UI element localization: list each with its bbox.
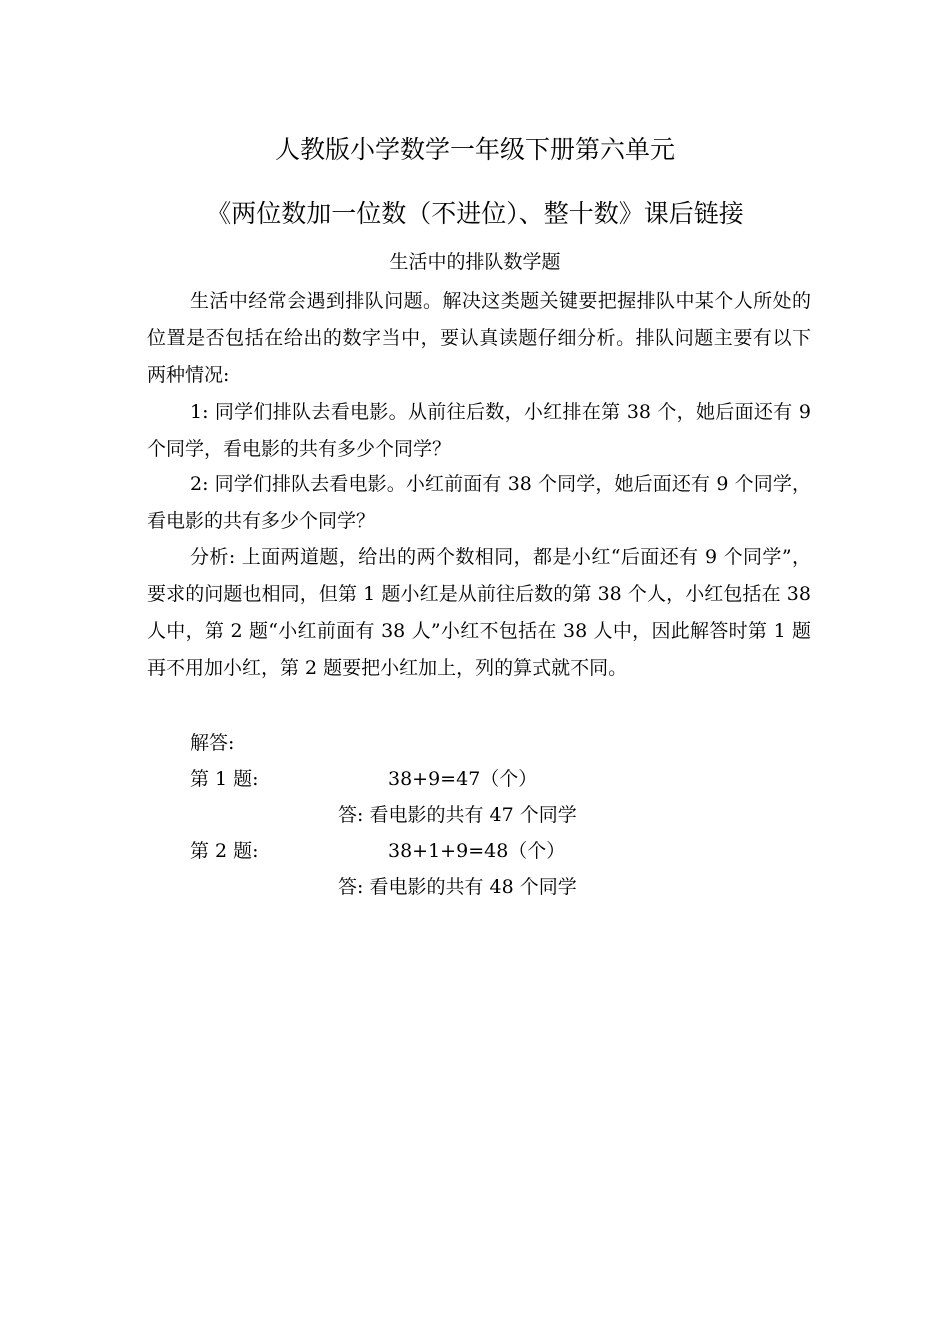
question-2-formula: 38+1+9=48（个） — [388, 840, 566, 862]
question-1-label: 第 1 题: — [190, 768, 259, 790]
question-1-formula: 38+9=47（个） — [388, 768, 538, 790]
question-1-answer: 答: 看电影的共有 47 个同学 — [338, 804, 577, 826]
question-2-answer: 答: 看电影的共有 48 个同学 — [338, 876, 577, 898]
document-title: 人教版小学数学一年级下册第六单元 — [274, 135, 675, 164]
section-heading: 生活中的排队数学题 — [389, 251, 561, 273]
analysis-paragraph: 分析: 上面两道题，给出的两个数相同，都是小红“后面还有 9 个同学”，要求的问题也相同，但第 1 题小红是从前往后数的第 38 个人，小红包括在 38 人中，第 2 题“小红前面有 38 人”小红不包括在 38 人中，因此解答时第 1 题再不用加小红，第 2 题要把小红加上，列的算式就不同。 — [147, 546, 811, 679]
question-2-paragraph: 2: 同学们排队去看电影。小红前面有 38 个同学，她后面还有 9 个同学，看电影的共有多少个同学？ — [147, 473, 811, 532]
answer-label: 解答: — [190, 732, 235, 754]
document-title-line-2: 《两位数加一位数（不进位）、整十数》课后链接 — [206, 199, 744, 228]
question-1-paragraph: 1: 同学们排队去看电影。从前往后数，小红排在第 38 个，她后面还有 9 个同学，看电影的共有多少个同学？ — [147, 401, 811, 460]
intro-paragraph: 生活中经常会遇到排队问题。解决这类题关键要把握排队中某个人所处的位置是否包括在给出的数字当中，要认真读题仔细分析。排队问题主要有以下两种情况: — [147, 290, 811, 386]
question-2-label: 第 2 题: — [190, 840, 259, 862]
